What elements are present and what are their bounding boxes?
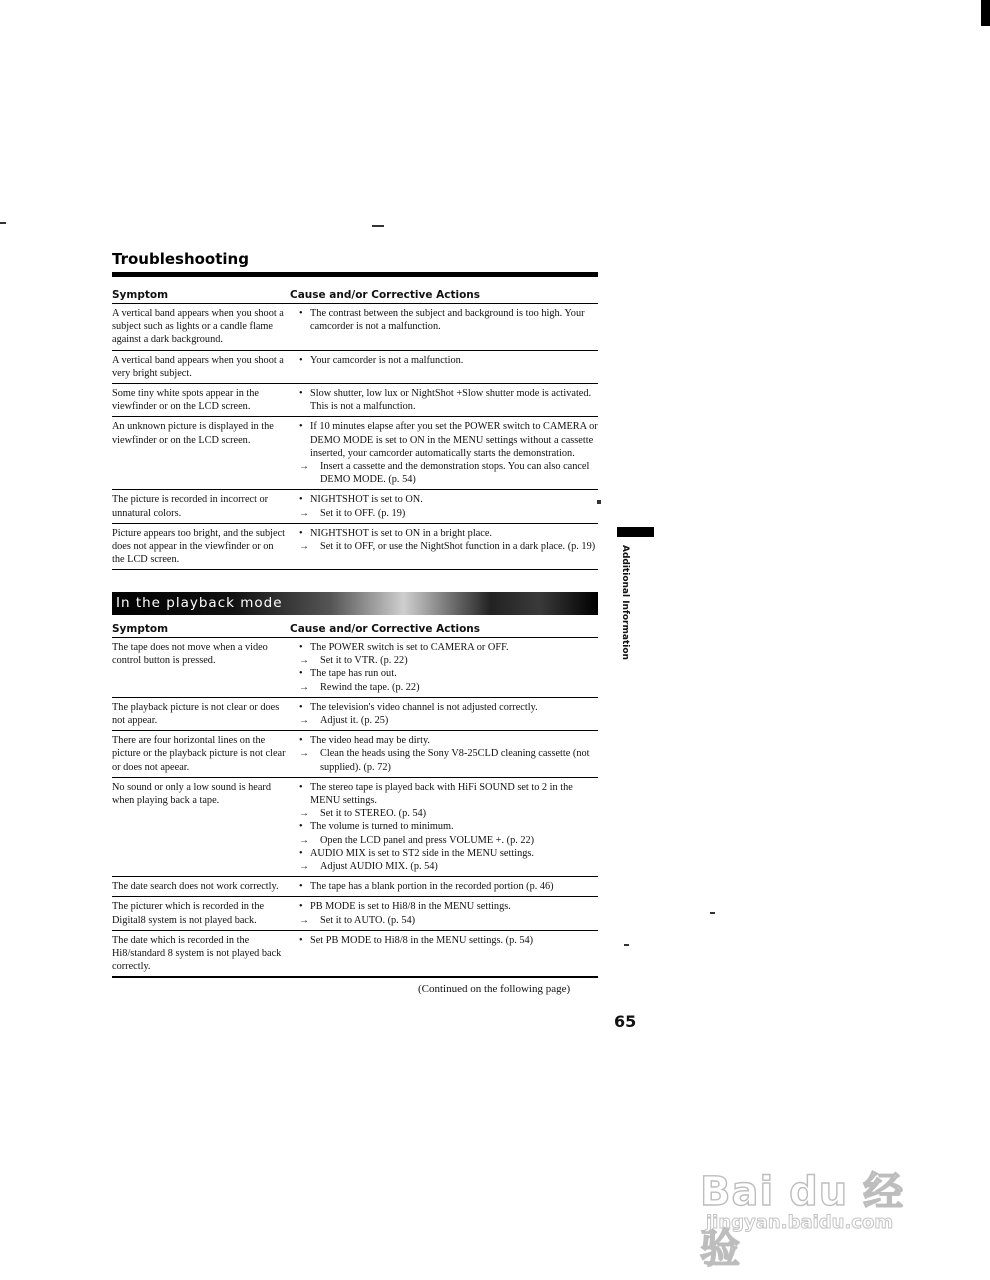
symptom-cell: The date which is recorded in the Hi8/standard 8 system is not played back correctly.: [112, 934, 282, 973]
corrective-action: [292, 460, 598, 486]
corrective-action: [292, 681, 598, 694]
cause-cell: [292, 420, 598, 486]
scan-speck: [0, 222, 6, 224]
table-row: [112, 526, 598, 571]
symptom-cell: The picture is recorded in incorrect or unnatural colors.: [112, 494, 269, 519]
action-text: Set it to OFF. (p. 19): [320, 507, 406, 519]
watermark: [700, 1160, 945, 1272]
action-text: Clean the heads using the Sony V8-25CLD cleaning cassette (not supplied). (p. 72): [320, 748, 590, 773]
cause-item: • PB MODE is set to Hi8/8 in the MENU settings.: [292, 900, 598, 913]
right-arrow-icon: →: [299, 541, 309, 553]
cause-item: • NIGHTSHOT is set to ON in a bright place.: [292, 527, 598, 540]
table-row: [112, 700, 598, 731]
table-row: [112, 933, 598, 979]
symptom-cell: An unknown picture is displayed in the viewfinder or on the LCD screen.: [112, 421, 274, 446]
recording-table: [112, 288, 598, 572]
cause-cell: [292, 934, 598, 974]
table-row: [112, 879, 598, 897]
right-arrow-icon: →: [299, 861, 309, 873]
scan-speck: [372, 225, 384, 227]
continued-note: (Continued on the following page): [418, 983, 571, 995]
cause-item: • The television's video channel is not adjusted correctly.: [292, 701, 598, 714]
cause-item: • The volume is turned to minimum.: [292, 820, 598, 833]
cause-cell: [292, 307, 598, 347]
corrective-action: [292, 507, 598, 520]
right-arrow-icon: →: [299, 507, 309, 519]
symptom-header: Symptom: [112, 289, 169, 301]
cause-item: • Set PB MODE to Hi8/8 in the MENU settings. (p. 54): [292, 934, 598, 947]
symptom-cell: The tape does not move when a video control button is pressed.: [112, 642, 268, 667]
symptom-cell: A vertical band appears when you shoot a very bright subject.: [112, 354, 284, 379]
symptom-cell: No sound or only a low sound is heard when playing back a tape.: [112, 781, 272, 807]
right-arrow-icon: →: [299, 681, 309, 693]
playback-heading: In the playback mode: [116, 595, 283, 611]
page-title: Troubleshooting: [112, 250, 249, 268]
corrective-action: [292, 747, 598, 773]
cause-cell: [292, 701, 598, 727]
right-arrow-icon: →: [299, 914, 309, 926]
action-text: Open the LCD panel and press VOLUME +. (p. 22): [320, 834, 535, 846]
table-row: [112, 419, 598, 490]
side-tab-marker: [617, 527, 654, 537]
action-text: Set it to VTR. (p. 22): [320, 655, 408, 667]
cause-item: • The stereo tape is played back with HiFi SOUND set to 2 in the MENU settings.: [292, 781, 598, 807]
cause-cell: [292, 527, 598, 567]
scan-speck: [624, 944, 629, 946]
cause-item: • The video head may be dirty.: [292, 734, 598, 747]
symptom-cell: The playback picture is not clear or does not appear.: [112, 701, 280, 727]
recording-rows: [112, 306, 598, 570]
corrective-action: [292, 807, 598, 820]
cause-cell: [292, 880, 598, 893]
scan-speck: [710, 912, 715, 914]
playback-table: [112, 622, 598, 980]
action-text: Set it to STEREO. (p. 54): [320, 808, 427, 820]
table-row: [112, 306, 598, 351]
action-text: Adjust AUDIO MIX. (p. 54): [320, 861, 438, 873]
cause-item: • NIGHTSHOT is set to ON.: [292, 493, 598, 506]
cause-item: • Your camcorder is not a malfunction.: [292, 354, 598, 367]
symptom-cell: A vertical band appears when you shoot a subject such as lights or a candle flame against a dark background.: [112, 308, 284, 346]
symptom-cell: Some tiny white spots appear in the viewfinder or on the LCD screen.: [112, 388, 259, 413]
cause-cell: [292, 734, 598, 774]
symptom-cell: There are four horizontal lines on the picture or the playback picture is not clear or does not apeear.: [112, 735, 286, 773]
table-row: [112, 733, 598, 778]
cause-item: • The contrast between the subject and background is too high. Your camcorder is not a malfunction.: [292, 307, 598, 333]
table-row: [112, 386, 598, 417]
table-header: [112, 288, 598, 304]
right-arrow-icon: →: [299, 808, 309, 820]
action-text: Adjust it. (p. 25): [320, 715, 389, 727]
right-arrow-icon: →: [299, 715, 309, 727]
table-row: [112, 780, 598, 877]
right-arrow-icon: →: [299, 461, 309, 473]
scan-edge-mark: [981, 0, 990, 26]
action-text: Insert a cassette and the demonstration stops. You can also cancel DEMO MODE. (p. 54): [320, 461, 590, 486]
cause-item: • The POWER switch is set to CAMERA or OFF.: [292, 641, 598, 654]
action-text: Set it to OFF, or use the NightShot function in a dark place. (p. 19): [320, 541, 596, 553]
table-row: [112, 640, 598, 698]
symptom-cell: The picturer which is recorded in the Digital8 system is not played back.: [112, 901, 265, 926]
cause-cell: [292, 493, 598, 519]
cause-cell: [292, 900, 598, 926]
corrective-action: [292, 914, 598, 927]
corrective-action: [292, 540, 598, 553]
cause-cell: [292, 781, 598, 873]
table-row: [112, 353, 598, 384]
symptom-cell: The date search does not work correctly.: [112, 881, 279, 893]
watermark-logo: Bai du 经验: [700, 1169, 905, 1272]
symptom-header: Symptom: [112, 623, 169, 635]
symptom-cell: Picture appears too bright, and the subject does not appear in the viewfinder or on the LCD screen.: [112, 527, 285, 566]
corrective-action: [292, 654, 598, 667]
corrective-action: [292, 860, 598, 873]
cause-header: Cause and/or Corrective Actions: [290, 623, 481, 635]
playback-rows: [112, 640, 598, 978]
cause-item: • The tape has run out.: [292, 667, 598, 680]
table-row: [112, 492, 598, 523]
title-rule: [112, 272, 598, 277]
cause-item: • AUDIO MIX is set to ST2 side in the MENU settings.: [292, 847, 598, 860]
cause-cell: [292, 641, 598, 694]
action-text: Rewind the tape. (p. 22): [320, 681, 420, 693]
watermark-url: jingyan.baidu.com: [706, 1212, 894, 1233]
page-number: 65: [614, 1012, 637, 1031]
cause-header: Cause and/or Corrective Actions: [290, 289, 481, 301]
corrective-action: [292, 834, 598, 847]
cause-item: • The tape has a blank portion in the recorded portion (p. 46): [292, 880, 598, 893]
table-header: [112, 622, 598, 638]
corrective-action: [292, 714, 598, 727]
cause-cell: [292, 387, 598, 413]
cause-item: • Slow shutter, low lux or NightShot +Slow shutter mode is activated. This is not a malfunction.: [292, 387, 598, 413]
table-row: [112, 899, 598, 930]
cause-item: • If 10 minutes elapse after you set the POWER switch to CAMERA or DEMO MODE is set to ON in the MENU settings without a cassette inserted, your camcorder automatically starts the demonstration.: [292, 420, 598, 460]
right-arrow-icon: →: [299, 834, 309, 846]
right-arrow-icon: →: [299, 748, 309, 760]
action-text: Set it to AUTO. (p. 54): [320, 914, 416, 926]
side-section-label: Additional Information: [620, 545, 630, 660]
cause-cell: [292, 354, 598, 380]
right-arrow-icon: →: [299, 655, 309, 667]
